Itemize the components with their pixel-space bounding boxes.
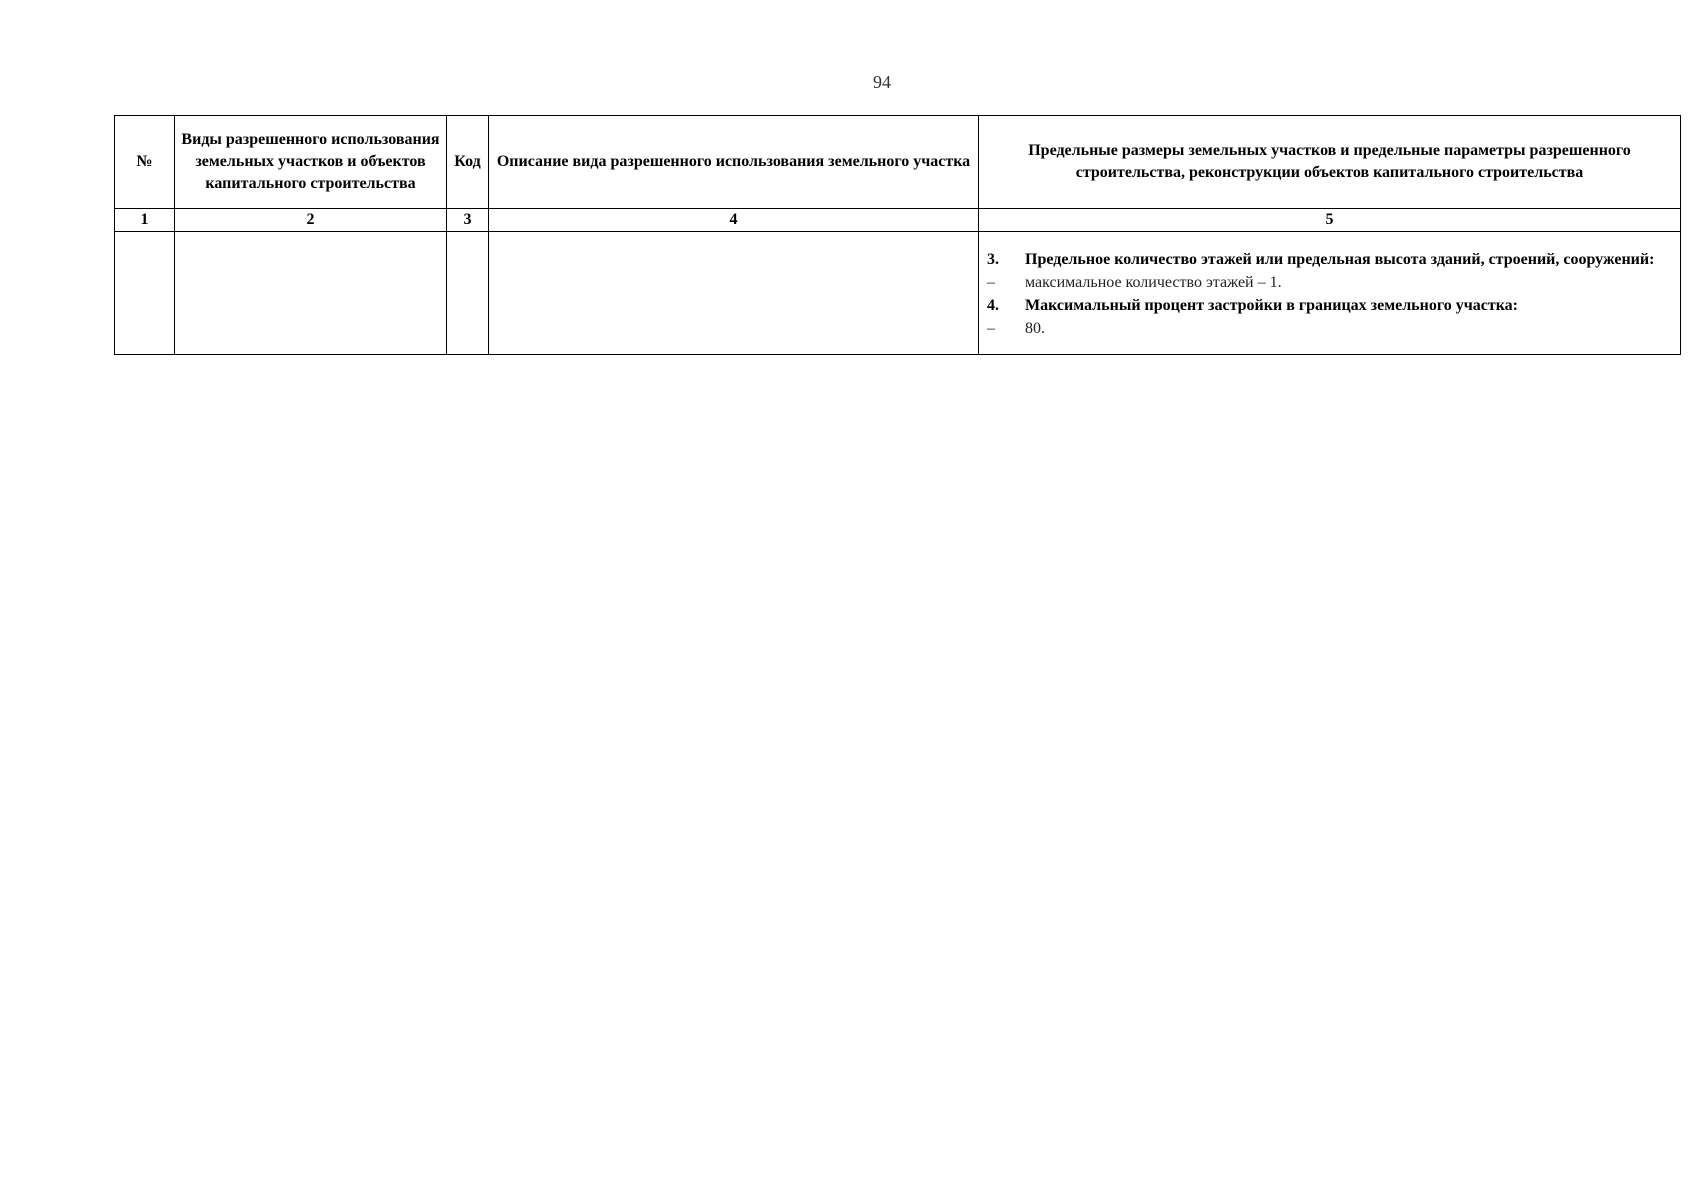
cell-description: [489, 232, 979, 355]
table-row: [115, 232, 1681, 355]
header-description: Описание вида разрешенного использования земельного участка: [489, 116, 979, 209]
column-number: 2: [175, 209, 447, 232]
cell-code: [447, 232, 489, 355]
header-code: Код: [447, 116, 489, 209]
header-parameters: Предельные размеры земельных участков и предельные параметры разрешенного строительства, реконструкции объектов капитального строительства: [979, 116, 1681, 209]
table-header-row: [115, 116, 1681, 209]
zoning-regulations-table: [114, 115, 1681, 355]
parameters-list: [981, 244, 1678, 342]
parameter-value: максимальное количество этажей – 1.: [1025, 274, 1282, 291]
column-number: 4: [489, 209, 979, 232]
list-marker: –: [987, 274, 995, 291]
parameter-item-max-floors: [987, 248, 1672, 271]
column-number: 5: [979, 209, 1681, 232]
list-marker: 3.: [987, 251, 999, 268]
parameter-value-max-floors: [987, 271, 1672, 294]
page-number: 94: [873, 72, 891, 92]
column-number: 3: [447, 209, 489, 232]
list-marker: 4.: [987, 297, 999, 314]
cell-parameters: [979, 232, 1681, 355]
parameter-heading: Максимальный процент застройки в границах земельного участка:: [1025, 297, 1518, 314]
parameter-item-max-coverage: [987, 294, 1672, 317]
parameter-heading: Предельное количество этажей или предельная высота зданий, строений, сооружений:: [1025, 251, 1655, 268]
cell-number: [115, 232, 175, 355]
parameter-value-max-coverage: [987, 317, 1672, 340]
parameter-value: 80.: [1025, 320, 1045, 337]
cell-use-type: [175, 232, 447, 355]
column-number-row: [115, 209, 1681, 232]
header-number: №: [115, 116, 175, 209]
list-marker: –: [987, 320, 995, 337]
header-use-type: Виды разрешенного использования земельных участков и объектов капитального строительства: [175, 116, 447, 209]
column-number: 1: [115, 209, 175, 232]
